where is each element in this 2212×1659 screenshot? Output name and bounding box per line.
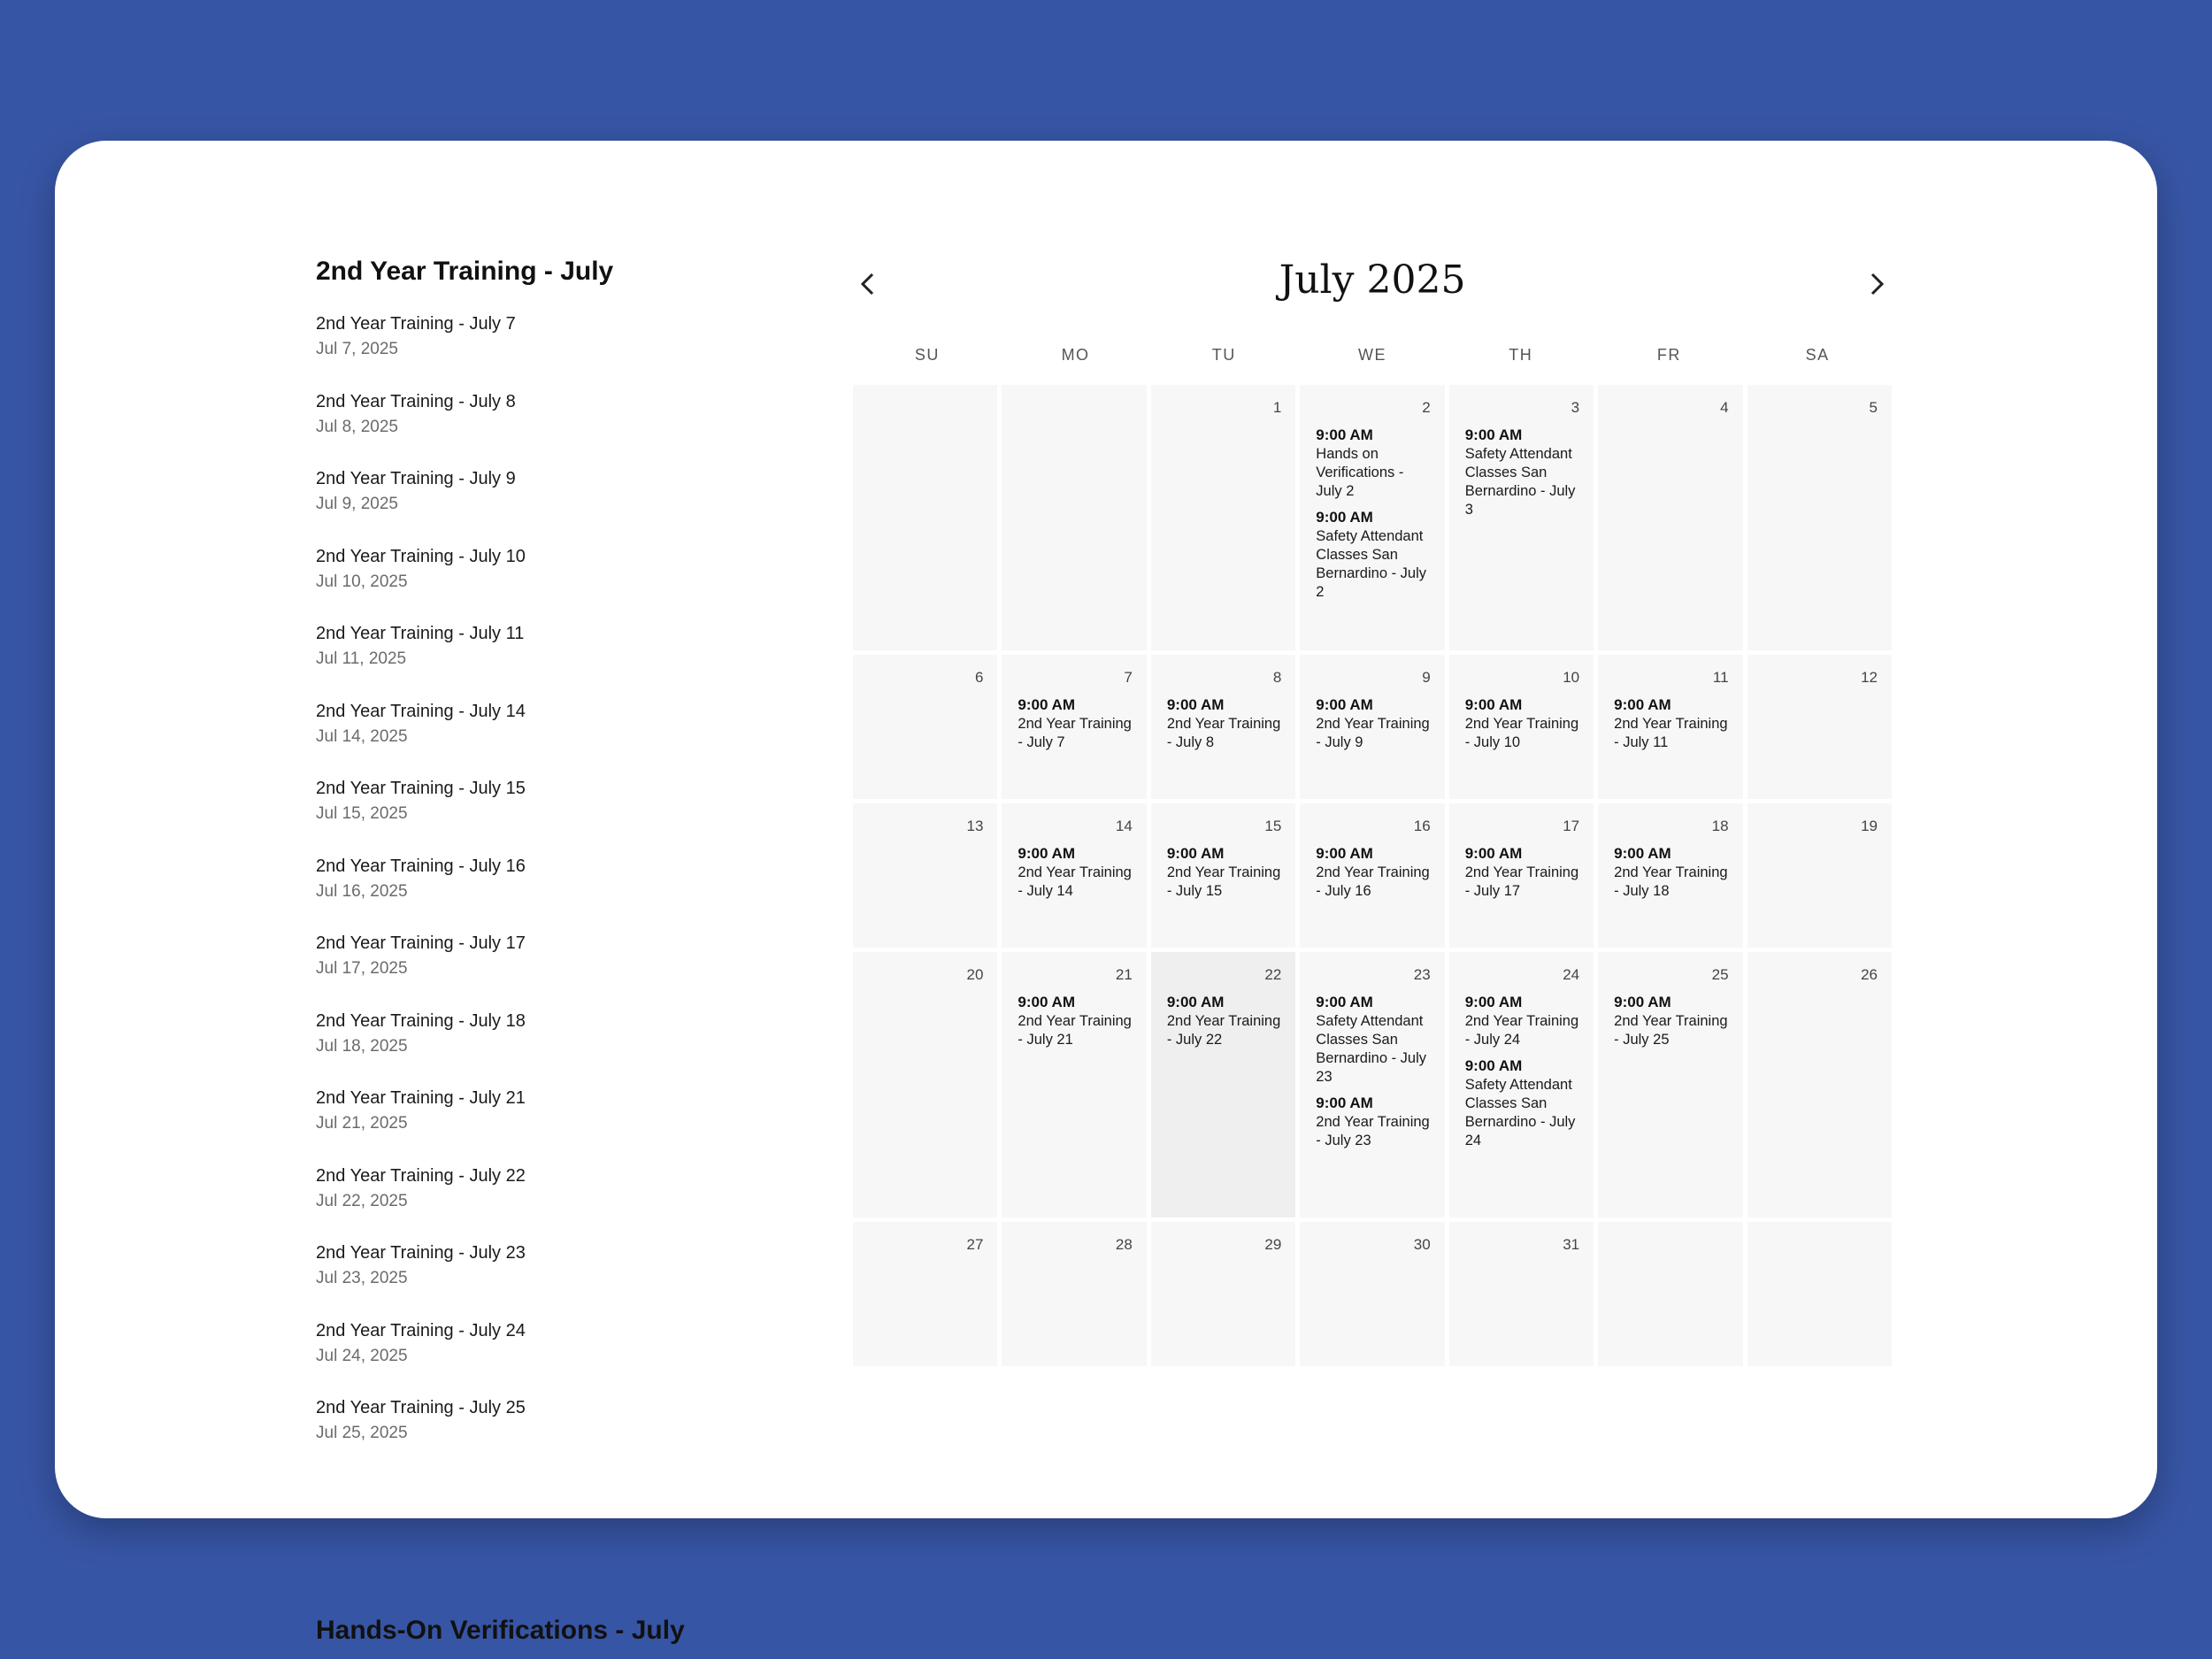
event-list-items bbox=[316, 312, 811, 1474]
day-cell[interactable] bbox=[1151, 803, 1295, 948]
calendar-header bbox=[853, 247, 1892, 318]
weekday-label: SU bbox=[914, 346, 940, 364]
list-item[interactable] bbox=[316, 1396, 811, 1474]
day-number: 11 bbox=[1712, 669, 1729, 686]
day-cell[interactable] bbox=[1151, 385, 1295, 650]
day-cell[interactable] bbox=[1300, 385, 1444, 650]
list-item[interactable] bbox=[316, 700, 811, 778]
day-cell[interactable] bbox=[1300, 1222, 1444, 1366]
day-number: 2 bbox=[1422, 399, 1431, 416]
day-number: 8 bbox=[1272, 669, 1282, 686]
list-item[interactable] bbox=[316, 1087, 811, 1164]
event-title[interactable]: 2nd Year Training - July 14 bbox=[1018, 864, 1132, 899]
list-item-title[interactable]: 2nd Year Training - July 24 bbox=[316, 1320, 526, 1340]
day-cell[interactable] bbox=[1300, 952, 1444, 1217]
list-item-date: Jul 21, 2025 bbox=[316, 1114, 408, 1133]
day-cell[interactable] bbox=[1449, 803, 1594, 948]
day-cell[interactable] bbox=[1449, 655, 1594, 799]
event-title[interactable]: 2nd Year Training - July 18 bbox=[1614, 864, 1728, 899]
calendar-event[interactable] bbox=[1316, 695, 1430, 752]
list-item[interactable] bbox=[316, 777, 811, 855]
day-cell[interactable] bbox=[1747, 952, 1892, 1217]
day-number: 7 bbox=[1124, 669, 1133, 686]
event-title[interactable]: 2nd Year Training - July 16 bbox=[1316, 864, 1430, 899]
day-cell[interactable] bbox=[853, 952, 997, 1217]
day-number: 28 bbox=[1115, 1236, 1133, 1253]
day-number: 16 bbox=[1413, 818, 1431, 834]
day-number: 20 bbox=[966, 966, 984, 983]
event-title[interactable]: 2nd Year Training - July 9 bbox=[1316, 716, 1430, 750]
day-number: 31 bbox=[1563, 1236, 1580, 1253]
day-cell[interactable] bbox=[853, 1222, 997, 1366]
calendar-event[interactable] bbox=[1465, 1056, 1579, 1150]
event-title[interactable]: 2nd Year Training - July 11 bbox=[1614, 716, 1728, 750]
list-item[interactable] bbox=[316, 1241, 811, 1319]
event-list bbox=[316, 256, 811, 1645]
day-number: 25 bbox=[1711, 966, 1729, 983]
list-item-date: Jul 11, 2025 bbox=[316, 649, 407, 668]
main-card bbox=[55, 141, 2157, 1645]
day-number: 6 bbox=[974, 669, 984, 686]
day-cell[interactable] bbox=[1300, 655, 1444, 799]
day-number: 3 bbox=[1571, 399, 1580, 416]
next-event-group-title: Hands-On Verifications - July bbox=[316, 1616, 685, 1645]
event-title[interactable]: 2nd Year Training - July 21 bbox=[1018, 1013, 1132, 1048]
event-time: 9:00 AM bbox=[1464, 696, 1523, 713]
list-item-title[interactable]: 2nd Year Training - July 10 bbox=[316, 546, 526, 566]
day-number: 17 bbox=[1563, 818, 1580, 834]
day-cell[interactable] bbox=[1598, 803, 1742, 948]
list-item-date: Jul 24, 2025 bbox=[316, 1346, 408, 1365]
event-time: 9:00 AM bbox=[1614, 845, 1671, 862]
day-cell[interactable] bbox=[1300, 803, 1444, 948]
list-item-date: Jul 8, 2025 bbox=[316, 417, 398, 436]
calendar-event[interactable] bbox=[1614, 993, 1728, 1049]
list-item-title[interactable]: 2nd Year Training - July 11 bbox=[316, 624, 525, 643]
weekday-label: TU bbox=[1211, 346, 1236, 364]
day-number: 1 bbox=[1272, 399, 1282, 416]
calendar-event[interactable] bbox=[1614, 844, 1728, 901]
day-cell[interactable] bbox=[1598, 385, 1742, 650]
day-number: 9 bbox=[1422, 669, 1431, 686]
calendar-event[interactable] bbox=[1167, 695, 1281, 752]
weekday-header bbox=[853, 346, 1892, 385]
day-cell[interactable] bbox=[853, 655, 997, 799]
list-item[interactable] bbox=[316, 312, 811, 390]
event-time: 9:00 AM bbox=[1166, 994, 1225, 1010]
calendar-event[interactable] bbox=[1316, 844, 1430, 901]
calendar-event[interactable] bbox=[1465, 844, 1579, 901]
event-title[interactable]: 2nd Year Training - July 7 bbox=[1018, 716, 1132, 750]
list-item-title[interactable]: 2nd Year Training - July 9 bbox=[316, 469, 516, 488]
empty-day-cell bbox=[1747, 1222, 1892, 1366]
event-title[interactable]: Safety Attendant Classes San Bernardino - July 3 bbox=[1464, 446, 1576, 518]
event-title[interactable]: 2nd Year Training - July 22 bbox=[1166, 1013, 1281, 1048]
weekday-label: WE bbox=[1357, 346, 1386, 364]
event-time: 9:00 AM bbox=[1316, 426, 1373, 443]
day-cell[interactable] bbox=[1151, 952, 1295, 1217]
list-item[interactable] bbox=[316, 545, 811, 623]
day-cell[interactable] bbox=[1449, 385, 1594, 650]
event-time: 9:00 AM bbox=[1018, 845, 1075, 862]
list-item-date: Jul 23, 2025 bbox=[316, 1269, 408, 1287]
event-time: 9:00 AM bbox=[1316, 1094, 1373, 1111]
day-cell[interactable] bbox=[1002, 655, 1146, 799]
event-time: 9:00 AM bbox=[1316, 509, 1373, 526]
event-title[interactable]: 2nd Year Training - July 24 bbox=[1464, 1013, 1579, 1048]
list-item-date: Jul 17, 2025 bbox=[316, 959, 408, 978]
list-item-date: Jul 18, 2025 bbox=[316, 1036, 408, 1056]
day-number: 10 bbox=[1563, 669, 1580, 686]
day-cell[interactable] bbox=[1151, 1222, 1295, 1366]
list-item[interactable] bbox=[316, 622, 811, 700]
day-cell[interactable] bbox=[1151, 655, 1295, 799]
day-cell[interactable] bbox=[1002, 803, 1146, 948]
weekday-label: TH bbox=[1509, 346, 1533, 364]
list-item-date: Jul 22, 2025 bbox=[316, 1191, 408, 1210]
list-item-title[interactable]: 2nd Year Training - July 21 bbox=[316, 1088, 526, 1108]
event-title[interactable]: 2nd Year Training - July 25 bbox=[1614, 1013, 1728, 1048]
day-number: 22 bbox=[1264, 966, 1282, 983]
calendar-event[interactable] bbox=[1167, 844, 1281, 901]
weekday-label: MO bbox=[1061, 346, 1090, 364]
event-time: 9:00 AM bbox=[1166, 845, 1225, 862]
day-cell[interactable] bbox=[1747, 803, 1892, 948]
day-cell[interactable] bbox=[1002, 1222, 1146, 1366]
event-title[interactable]: Safety Attendant Classes San Bernardino - July 2 bbox=[1316, 528, 1427, 600]
calendar-event[interactable] bbox=[1465, 426, 1579, 519]
day-cell[interactable] bbox=[1002, 952, 1146, 1217]
event-time: 9:00 AM bbox=[1464, 845, 1523, 862]
day-number bbox=[1614, 1236, 1728, 1259]
event-title[interactable]: Safety Attendant Classes San Bernardino - July 24 bbox=[1464, 1077, 1576, 1148]
event-time: 9:00 AM bbox=[1166, 696, 1225, 713]
day-number: 15 bbox=[1264, 818, 1282, 834]
next-month-button[interactable] bbox=[1856, 261, 1892, 305]
list-item[interactable] bbox=[316, 1164, 811, 1242]
event-time: 9:00 AM bbox=[1464, 1057, 1523, 1074]
event-time: 9:00 AM bbox=[1018, 696, 1075, 713]
event-time: 9:00 AM bbox=[1614, 696, 1671, 713]
event-title[interactable]: 2nd Year Training - July 10 bbox=[1464, 716, 1579, 750]
day-number: 19 bbox=[1861, 818, 1878, 834]
list-item-title[interactable]: 2nd Year Training - July 16 bbox=[316, 856, 526, 876]
event-time: 9:00 AM bbox=[1316, 994, 1373, 1010]
list-item-title[interactable]: 2nd Year Training - July 17 bbox=[316, 933, 526, 953]
list-item-title[interactable]: 2nd Year Training - July 8 bbox=[316, 391, 516, 411]
event-time: 9:00 AM bbox=[1316, 845, 1373, 862]
day-number: 26 bbox=[1861, 966, 1878, 983]
day-cell[interactable] bbox=[1747, 655, 1892, 799]
event-time: 9:00 AM bbox=[1614, 994, 1671, 1010]
day-number: 5 bbox=[1869, 399, 1878, 416]
event-title[interactable]: 2nd Year Training - July 17 bbox=[1464, 864, 1579, 899]
list-item-title[interactable]: 2nd Year Training - July 25 bbox=[316, 1398, 526, 1417]
day-cell[interactable] bbox=[1449, 952, 1594, 1217]
calendar-event[interactable] bbox=[1465, 993, 1579, 1049]
calendar-event[interactable] bbox=[1316, 508, 1430, 602]
event-time: 9:00 AM bbox=[1018, 994, 1075, 1010]
calendar-event[interactable] bbox=[1018, 695, 1132, 752]
day-number bbox=[1763, 1236, 1878, 1259]
event-title[interactable]: Safety Attendant Classes San Bernardino - July 23 bbox=[1316, 1013, 1427, 1085]
list-item-title[interactable]: 2nd Year Training - July 23 bbox=[316, 1243, 526, 1263]
day-number: 21 bbox=[1115, 966, 1133, 983]
weekday-label: FR bbox=[1656, 346, 1681, 364]
day-number: 14 bbox=[1115, 818, 1133, 834]
list-item-date: Jul 15, 2025 bbox=[316, 804, 408, 823]
calendar bbox=[853, 247, 1892, 1366]
list-item-date: Jul 9, 2025 bbox=[316, 495, 398, 513]
empty-day-cell bbox=[1002, 385, 1146, 650]
calendar-grid bbox=[853, 385, 1892, 1366]
list-item-date: Jul 7, 2025 bbox=[316, 340, 398, 358]
event-title[interactable]: 2nd Year Training - July 23 bbox=[1316, 1114, 1430, 1148]
day-number: 18 bbox=[1711, 818, 1729, 834]
day-cell[interactable] bbox=[1598, 952, 1742, 1217]
month-title: July 2025 bbox=[1279, 257, 1466, 303]
day-cell[interactable] bbox=[1747, 385, 1892, 650]
day-number bbox=[1018, 399, 1132, 422]
calendar-event[interactable] bbox=[1465, 695, 1579, 752]
calendar-event[interactable] bbox=[1614, 695, 1728, 752]
day-cell[interactable] bbox=[1449, 1222, 1594, 1366]
list-item-date: Jul 16, 2025 bbox=[316, 881, 408, 901]
day-number: 24 bbox=[1563, 966, 1580, 983]
weekday-label: SA bbox=[1805, 346, 1830, 364]
day-number bbox=[869, 399, 983, 422]
calendar-event[interactable] bbox=[1018, 844, 1132, 901]
event-group-title: 2nd Year Training - July bbox=[316, 257, 614, 286]
day-cell[interactable] bbox=[1598, 655, 1742, 799]
list-item-title[interactable]: 2nd Year Training - July 15 bbox=[316, 779, 526, 798]
calendar-event[interactable] bbox=[1316, 1094, 1430, 1150]
day-number: 12 bbox=[1861, 669, 1878, 686]
event-title[interactable]: 2nd Year Training - July 8 bbox=[1166, 716, 1281, 750]
day-number: 30 bbox=[1413, 1236, 1431, 1253]
chevron-right-icon bbox=[1856, 261, 1892, 305]
event-title[interactable]: Hands on Verifications - July 2 bbox=[1316, 446, 1404, 499]
event-time: 9:00 AM bbox=[1464, 426, 1523, 443]
list-item-date: Jul 10, 2025 bbox=[316, 572, 408, 591]
list-item-date: Jul 14, 2025 bbox=[316, 726, 408, 746]
day-number: 13 bbox=[966, 818, 984, 834]
empty-day-cell bbox=[853, 385, 997, 650]
list-item[interactable] bbox=[316, 1010, 811, 1087]
calendar-event[interactable] bbox=[1316, 993, 1430, 1087]
list-item-title[interactable]: 2nd Year Training - July 14 bbox=[316, 701, 526, 721]
day-cell[interactable] bbox=[853, 803, 997, 948]
day-number: 4 bbox=[1720, 399, 1729, 416]
calendar-event[interactable] bbox=[1316, 426, 1430, 501]
list-item[interactable] bbox=[316, 467, 811, 545]
list-item[interactable] bbox=[316, 855, 811, 933]
list-item[interactable] bbox=[316, 1319, 811, 1397]
list-item-title[interactable]: 2nd Year Training - July 22 bbox=[316, 1165, 526, 1186]
event-time: 9:00 AM bbox=[1316, 696, 1373, 713]
list-item[interactable] bbox=[316, 390, 811, 468]
day-number: 29 bbox=[1264, 1236, 1282, 1253]
empty-day-cell bbox=[1598, 1222, 1742, 1366]
event-title[interactable]: 2nd Year Training - July 15 bbox=[1166, 864, 1281, 899]
day-number: 23 bbox=[1413, 966, 1431, 983]
list-item-title[interactable]: 2nd Year Training - July 18 bbox=[316, 1010, 526, 1031]
event-time: 9:00 AM bbox=[1464, 994, 1523, 1010]
calendar-event[interactable] bbox=[1167, 993, 1281, 1049]
calendar-event[interactable] bbox=[1018, 993, 1132, 1049]
list-item-title[interactable]: 2nd Year Training - July 7 bbox=[316, 314, 516, 334]
list-item-date: Jul 25, 2025 bbox=[316, 1424, 408, 1442]
list-item[interactable] bbox=[316, 932, 811, 1010]
day-number: 27 bbox=[966, 1236, 984, 1253]
